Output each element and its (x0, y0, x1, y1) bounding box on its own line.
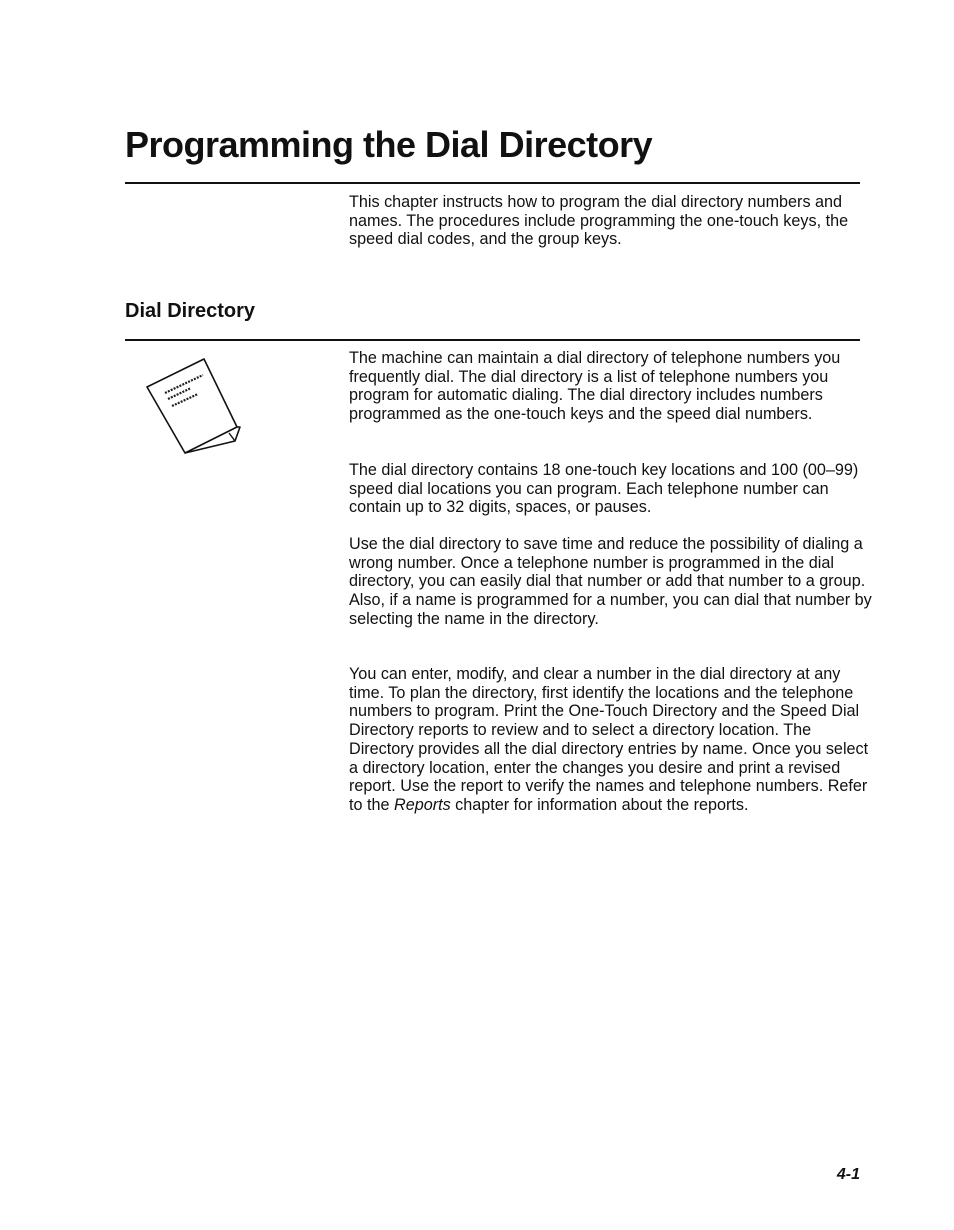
dial-directory-paragraph (349, 665, 874, 815)
chapter-title-rule (125, 182, 860, 184)
section-heading: Dial Directory (125, 300, 256, 322)
chapter-title: Programming the Dial Directory (125, 124, 653, 165)
page-number: 4-1 (836, 1166, 860, 1183)
dial-directory-paragraph: Use the dial directory to save time and reduce the possibility of dialing a wrong number. Once a telephone number is programmed in the dial directory, you can easily dial that number or add that number to a group. Also, if a name is programmed for a number, you can dial that number by selecting the name in the directory. (349, 535, 872, 628)
reports-chapter-reference: Reports (394, 795, 451, 814)
directory-list-icon (143, 357, 255, 457)
paragraph-text: You can enter, modify, and clear a number in the dial directory at any time. To plan the directory, first identify the locations and the telephone numbers to program. Print the One-Touch Directory and the Speed Dial Directory reports to review and to select a directory location. The Directory provides all the dial directory entries by name. Once you select a directory location, enter the changes you desire and print a revised report. Use the report to verify the names and telephone numbers. Refer to the (349, 665, 869, 814)
chapter-intro: This chapter instructs how to program the dial directory numbers and names. The procedures include programming the one-touch keys, the speed dial codes, and the group keys. (349, 193, 849, 249)
paragraph-text: chapter for information about the reports. (450, 795, 749, 814)
section-rule (125, 339, 860, 341)
dial-directory-paragraph: The dial directory contains 18 one-touch key locations and 100 (00–99) speed dial locations you can program. Each telephone number can contain up to 32 digits, spaces, or pauses. (349, 461, 859, 517)
dial-directory-paragraph: The machine can maintain a dial directory of telephone numbers you frequently dial. The dial directory is a list of telephone numbers you program for automatic dialing. The dial directory includes numbers programmed as the one-touch keys and the speed dial numbers. (349, 349, 841, 424)
